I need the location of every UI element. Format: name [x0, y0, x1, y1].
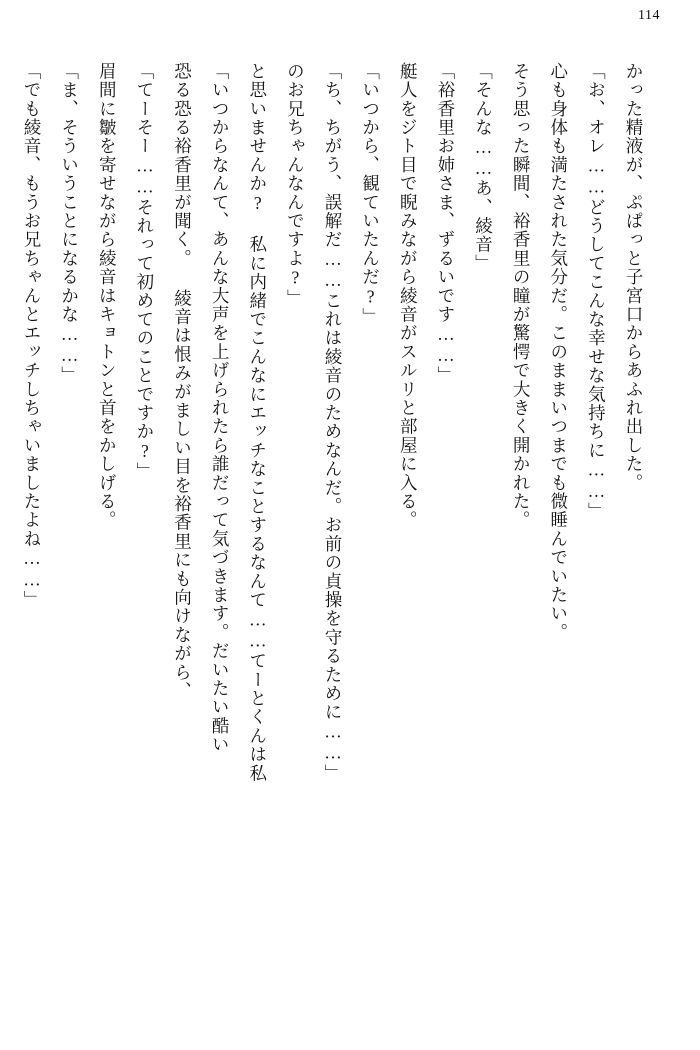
text-line: 「お、オレ……どうしてこんな幸せな気持ちに……」 — [586, 62, 607, 521]
text-line: そう思った瞬間、裕香里の瞳が驚愕で大きく開かれた。 — [511, 62, 532, 530]
text-line: 「いつから、観ていたんだ?」 — [360, 62, 381, 327]
text-line: 「裕香里お姉さま、ずるいです……」 — [435, 62, 456, 385]
text-line: 眉間に皺を寄せながら綾音はキョトンと首をかしげる。 — [97, 62, 118, 530]
text-line: と思いませんか? 私に内緒でこんなにエッチなことするなんて……てーとくんは私 — [247, 62, 268, 783]
text-line: 心も身体も満たされた気分だ。このままいつまでも微睡んでいたい。 — [548, 62, 569, 642]
text-line: 艇人をジト目で睨みながら綾音がスルリと部屋に入る。 — [398, 62, 419, 530]
page-number: 114 — [638, 8, 660, 23]
text-line: 恐る恐る裕香里が聞く。 綾音は恨みがましい目を裕香里にも向けながら、 — [172, 62, 193, 701]
text-line: 「そんな……あ、綾音」 — [473, 62, 494, 273]
text-line: 「ち、ちがう、誤解だ……これは綾音のためなんだ。お前の貞操を守るために……」 — [323, 62, 343, 783]
text-line: かった精液が、ぷぱっと子宮口からあふれ出した。 — [624, 62, 644, 493]
text-line: 「でも綾音、もうお兄ちゃんとエッチしちゃいましたよね……」 — [22, 62, 42, 610]
text-line: 「いつからなんて、あんな大声を上げられたら誰だって気づきます。だいたい酷い — [210, 62, 231, 754]
text-line: のお兄ちゃんなんですよ?」 — [285, 62, 306, 308]
text-line: 「ま、そういうことになるかな……」 — [59, 62, 80, 385]
novel-body-text — [22, 62, 652, 1002]
text-line: 「てーそー……それって初めてのことですか?」 — [134, 62, 155, 481]
